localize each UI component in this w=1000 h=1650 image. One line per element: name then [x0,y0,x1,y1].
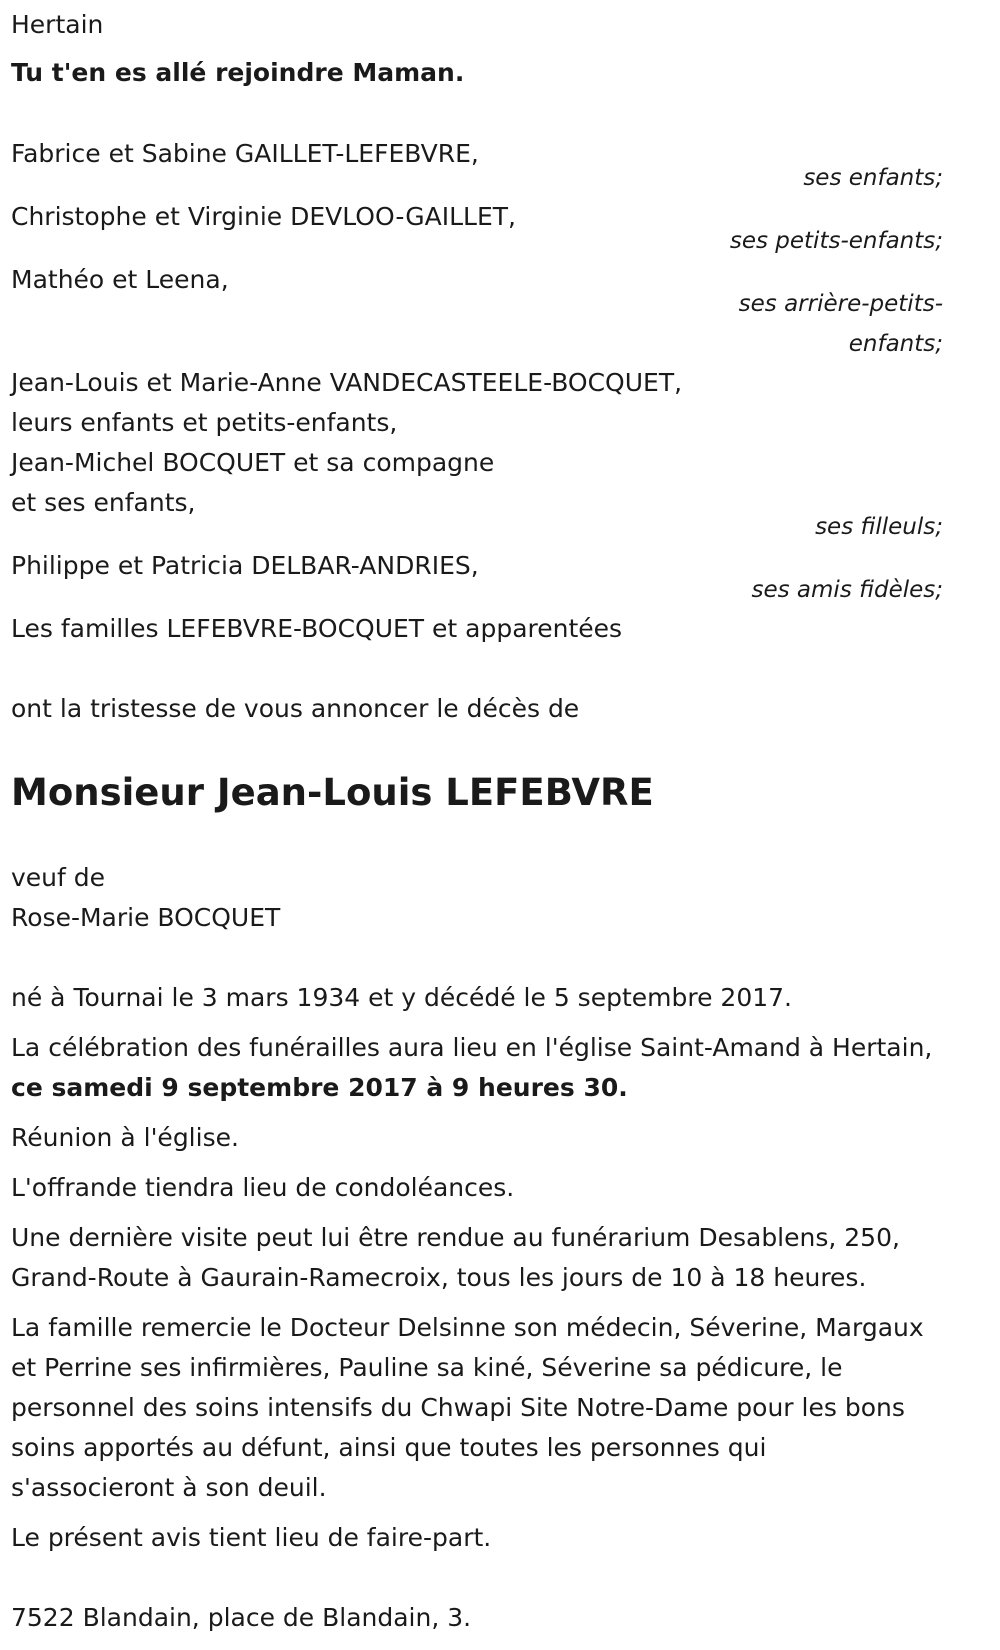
visit-line: Grand-Route à Gaurain-Ramecroix, tous les jours de 10 à 18 heures. [11,1263,867,1292]
birth-death-line: né à Tournai le 3 mars 1934 et y décédé le 5 septembre 2017. [11,983,792,1012]
children-names: Fabrice et Sabine GAILLET-LEFEBVRE, [11,139,479,168]
offering-line: L'offrande tiendra lieu de condoléances. [11,1173,515,1202]
announcement-intro: ont la tristesse de vous annoncer le décès de [11,694,580,723]
godchildren-line: Jean-Michel BOCQUET et sa compagne [11,448,495,477]
families-line: Les familles LEFEBVRE-BOCQUET et apparentées [11,614,623,643]
greatgrandchildren-names: Mathéo et Leena, [11,265,229,294]
thanks-line: soins apportés au défunt, ainsi que toutes les personnes qui [11,1433,767,1462]
godchildren-line: leurs enfants et petits-enfants, [11,408,398,437]
tagline: Tu t'en es allé rejoindre Maman. [11,58,465,87]
godchildren-relation: ses filleuls; [815,514,943,540]
widower-label: veuf de [11,863,106,892]
address-line: 7522 Blandain, place de Blandain, 3. [11,1603,472,1632]
visit-line: Une dernière visite peut lui être rendue au funérarium Desablens, 250, [11,1223,900,1252]
notice-line: Le présent avis tient lieu de faire-part. [11,1523,492,1552]
friends-relation: ses amis fidèles; [751,577,943,603]
children-relation: ses enfants; [803,165,943,191]
godchildren-line: et ses enfants, [11,488,196,517]
greatgrandchildren-relation-line1: ses arrière-petits- [738,291,943,317]
place-heading: Hertain [11,10,104,39]
ceremony-date: ce samedi 9 septembre 2017 à 9 heures 30. [11,1073,628,1102]
meeting-line: Réunion à l'église. [11,1123,239,1152]
thanks-line: s'associeront à son deuil. [11,1473,327,1502]
greatgrandchildren-relation-line2: enfants; [848,331,943,357]
thanks-line: personnel des soins intensifs du Chwapi Site Notre-Dame pour les bons [11,1393,905,1422]
ceremony-line: La célébration des funérailles aura lieu en l'église Saint-Amand à Hertain, [11,1033,933,1062]
grandchildren-names: Christophe et Virginie DEVLOO-GAILLET, [11,202,516,231]
thanks-line: La famille remercie le Docteur Delsinne son médecin, Séverine, Margaux [11,1313,924,1342]
spouse-name: Rose-Marie BOCQUET [11,903,281,932]
grandchildren-relation: ses petits-enfants; [729,228,943,254]
deceased-name: Monsieur Jean-Louis LEFEBVRE [11,771,654,814]
friends-names: Philippe et Patricia DELBAR-ANDRIES, [11,551,479,580]
godchildren-line: Jean-Louis et Marie-Anne VANDECASTEELE-BOCQUET, [11,368,683,397]
thanks-line: et Perrine ses infirmières, Pauline sa kiné, Séverine sa pédicure, le [11,1353,843,1382]
